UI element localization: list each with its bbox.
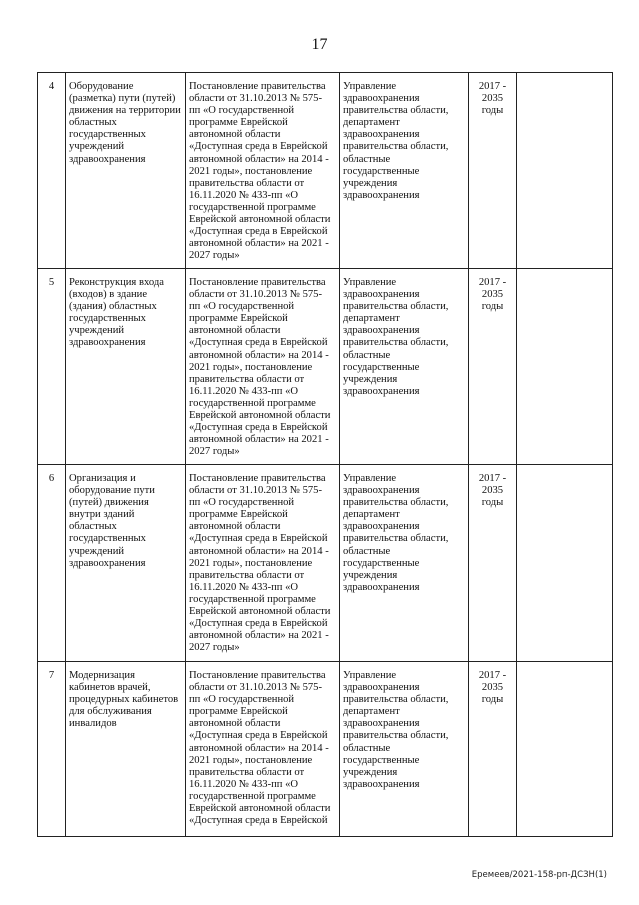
term-cell: 2017 - 2035 годы (469, 73, 517, 269)
measure-cell: Организация и оборудование пути (путей) движения внутри зданий областных государственных учреждений здравоохранения (66, 465, 186, 662)
table-row (38, 662, 613, 837)
term-cell: 2017 - 2035 годы (469, 662, 517, 837)
empty-cell (517, 465, 613, 662)
row-number: 4 (38, 73, 66, 269)
document-code: Еремеев/2021-158-рп-ДСЗН(1) (471, 870, 607, 880)
executor-cell: Управление здравоохранения правительства области, департамент здравоохранения правительства области, областные государственные учреждения здравоохранения (340, 662, 469, 837)
term-cell: 2017 - 2035 годы (469, 465, 517, 662)
measure-cell: Модернизация кабинетов врачей, процедурных кабинетов для обслуживания инвалидов (66, 662, 186, 837)
document-cell: Постановление правительства области от 31.10.2013 № 575- пп «О государственной программе Еврейской автономной области «Доступная среда в Еврейской автономной области» на 2014 - 2021 годы», постановление правительства области от 16.11.2020 № 433-пп «О государственной программе Еврейской автономной области «Доступная среда в Еврейской автономной области» на 2021 - 2027 годы» (186, 269, 340, 465)
executor-cell: Управление здравоохранения правительства области, департамент здравоохранения правительства области, областные государственные учреждения здравоохранения (340, 465, 469, 662)
page-number: 17 (311, 36, 328, 53)
executor-cell: Управление здравоохранения правительства области, департамент здравоохранения правительства области, областные государственные учреждения здравоохранения (340, 73, 469, 269)
document-cell: Постановление правительства области от 31.10.2013 № 575- пп «О государственной программе Еврейской автономной области «Доступная среда в Еврейской автономной области» на 2014 - 2021 годы», постановление правительства области от 16.11.2020 № 433-пп «О государственной программе Еврейской автономной области «Доступная среда в Еврейской (186, 662, 340, 837)
table-row (38, 269, 613, 465)
row-number: 7 (38, 662, 66, 837)
empty-cell (517, 73, 613, 269)
measure-cell: Оборудование (разметка) пути (путей) движения на территории областных государственных учреждений здравоохранения (66, 73, 186, 269)
row-number: 5 (38, 269, 66, 465)
measures-table (37, 72, 613, 837)
table-row (38, 73, 613, 269)
measure-cell: Реконструкция входа (входов) в здание (здания) областных государственных учреждений здравоохранения (66, 269, 186, 465)
executor-cell: Управление здравоохранения правительства области, департамент здравоохранения правительства области, областные государственные учреждения здравоохранения (340, 269, 469, 465)
document-cell: Постановление правительства области от 31.10.2013 № 575- пп «О государственной программе Еврейской автономной области «Доступная среда в Еврейской автономной области» на 2014 - 2021 годы», постановление правительства области от 16.11.2020 № 433-пп «О государственной программе Еврейской автономной области «Доступная среда в Еврейской автономной области» на 2021 - 2027 годы» (186, 465, 340, 662)
row-number: 6 (38, 465, 66, 662)
empty-cell (517, 662, 613, 837)
table-row (38, 465, 613, 662)
empty-cell (517, 269, 613, 465)
term-cell: 2017 - 2035 годы (469, 269, 517, 465)
document-cell: Постановление правительства области от 31.10.2013 № 575- пп «О государственной программе Еврейской автономной области «Доступная среда в Еврейской автономной области» на 2014 - 2021 годы», постановление правительства области от 16.11.2020 № 433-пп «О государственной программе Еврейской автономной области «Доступная среда в Еврейской автономной области» на 2021 - 2027 годы» (186, 73, 340, 269)
